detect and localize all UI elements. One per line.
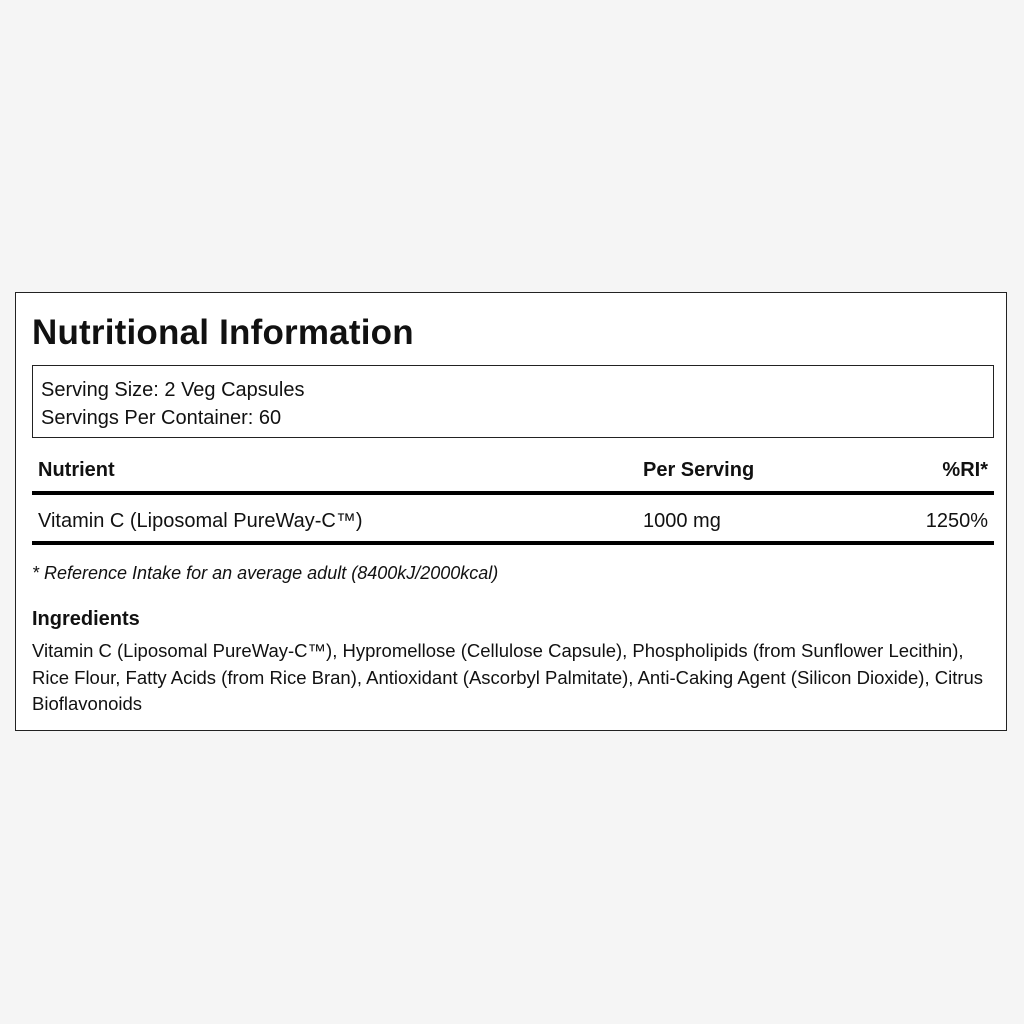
row-nutrient: Vitamin C (Liposomal PureWay-C™) [38,510,363,532]
label-title: Nutritional Information [32,313,414,352]
ingredients-heading: Ingredients [32,608,140,630]
header-ri: %RI* [942,459,988,481]
header-per-serving: Per Serving [643,459,755,481]
nutrition-label [15,292,1007,731]
ingredients-text: Vitamin C (Liposomal PureWay-C™), Hypromellose (Cellulose Capsule), Phospholipids (from Sunflower Lecithin), Rice Flour, Fatty Acids (from Rice Bran), Antioxidant (Ascorbyl Palmitate), Anti-Caking Agent (Silicon Dioxide), Citrus Bioflavonoids [32,640,984,714]
servings-per-container: Servings Per Container: 60 [41,407,282,429]
serving-info-box [32,365,994,438]
serving-size: Serving Size: 2 Veg Capsules [41,379,305,401]
table-row [32,507,994,545]
row-per-serving: 1000 mg [643,510,721,532]
reference-intake-footnote: * Reference Intake for an average adult (8400kJ/2000kcal) [32,563,499,583]
header-nutrient: Nutrient [38,459,115,481]
row-ri: 1250% [925,510,988,532]
nutrient-table-header [32,455,994,495]
